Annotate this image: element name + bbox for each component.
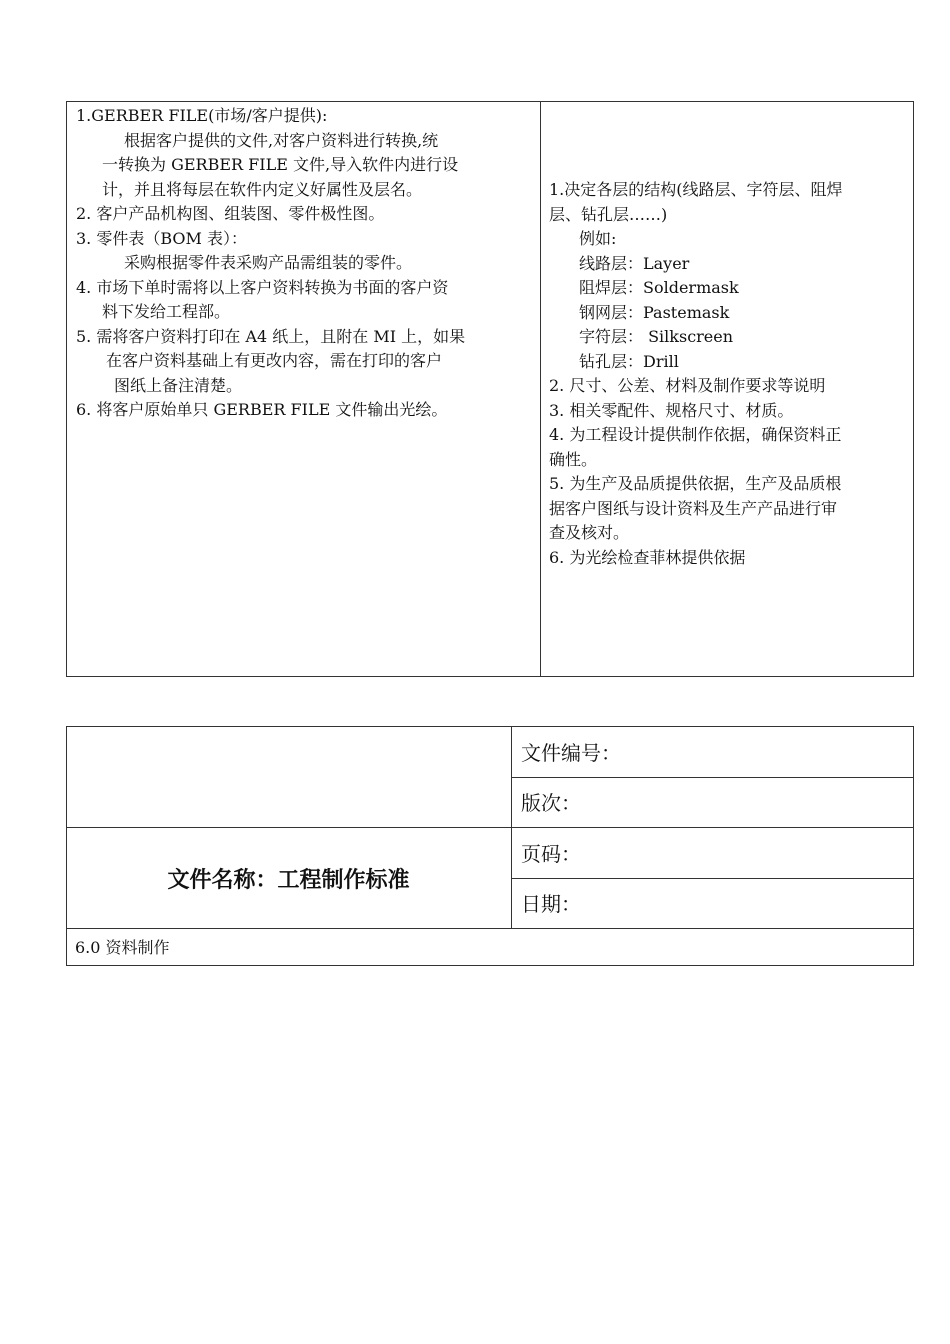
left-line: 5. 需将客户资料打印在 A4 纸上，且附在 MI 上，如果 (76, 326, 466, 346)
right-line: 6. 为光绘检查菲林提供依据 (549, 547, 746, 567)
right-line: 线路层：Layer (579, 253, 690, 273)
version-label: 版次： (521, 791, 581, 815)
right-line: 1.决定各层的结构(线路层、字符层、阻焊 (549, 180, 843, 199)
right-line: 钻孔层：Drill (579, 351, 679, 371)
left-line: 采购根据零件表采购产品需组装的零件。 (124, 253, 413, 272)
doc-number-label: 文件编号： (521, 741, 621, 765)
left-line: 1.GERBER FILE(市场/客户提供): (76, 106, 328, 125)
right-line: 2. 尺寸、公差、材料及制作要求等说明 (549, 376, 826, 395)
left-line: 计，并且将每层在软件内定义好属性及层名。 (102, 179, 423, 199)
right-line: 钢网层：Pastemask (579, 302, 730, 322)
right-line: 确性。 (549, 449, 598, 469)
left-line: 6. 将客户原始单只 GERBER FILE 文件输出光绘。 (76, 400, 448, 419)
document-title: 文件名称：工程制作标准 (167, 867, 410, 893)
left-line: 3. 零件表（BOM 表）： (76, 228, 247, 248)
date-label: 日期： (521, 892, 581, 916)
layer-structure-column (549, 178, 909, 570)
page-label: 页码： (521, 842, 581, 866)
right-line: 5. 为生产及品质提供依据，生产及品质根 (549, 474, 842, 493)
left-line: 料下发给工程部。 (102, 302, 231, 321)
left-line: 根据客户提供的文件,对客户资料进行转换,统 (124, 130, 439, 150)
right-line: 据客户图纸与设计资料及生产产品进行审 (549, 498, 838, 518)
header-rule (66, 928, 914, 929)
right-line: 3. 相关零配件、规格尺寸、材质。 (549, 400, 794, 420)
left-line: 2. 客户产品机构图、组装图、零件极性图。 (76, 204, 385, 223)
right-line: 例如: (579, 229, 617, 248)
right-line: 4. 为工程设计提供制作依据，确保资料正 (549, 425, 842, 444)
right-line: 查及核对。 (549, 523, 630, 542)
section-label: 6.0 资料制作 (75, 938, 170, 957)
left-line: 一转换为 GERBER FILE 文件,导入软件内进行设 (102, 155, 459, 174)
right-line: 阻焊层：Soldermask (579, 278, 739, 297)
customer-data-column (76, 104, 536, 423)
right-line: 层、钻孔层……) (549, 204, 668, 224)
left-line: 在客户资料基础上有更改内容，需在打印的客户 (106, 351, 443, 370)
left-line: 图纸上备注清楚。 (114, 375, 243, 395)
right-line: 字符层： Silkscreen (579, 327, 734, 346)
left-line: 4. 市场下单时需将以上客户资料转换为书面的客户资 (76, 277, 449, 297)
column-divider (540, 101, 541, 677)
